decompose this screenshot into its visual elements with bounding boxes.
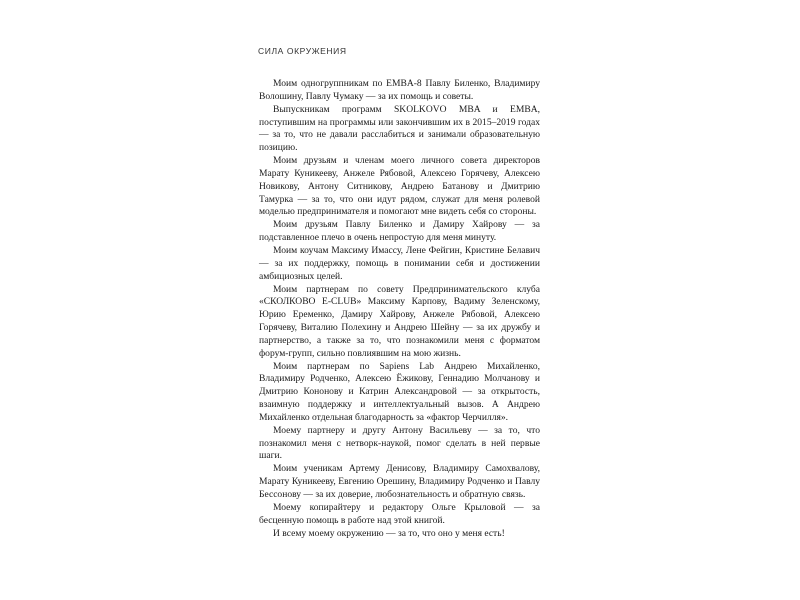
paragraph: Моим партнерам по Sapiens Lab Андрею Михайленко, Владимиру Родченко, Алексею Ёжикову, Геннадию Молчанову и Дмитрию Кононову и Катрин Александровой — за открытость, взаимную поддержку и интеллектуальный вызов. А Андрею Михайленко отдельная благодарность за «фактор Черчилля». [259,360,540,423]
paragraph: Моему копирайтеру и редактору Ольге Крыловой — за бесценную помощь в работе над этой книгой. [259,501,540,526]
paragraph: Моему партнеру и другу Антону Васильеву — за то, что познакомил меня с нетворк-наукой, помог сделать в ней первые шаги. [259,424,540,462]
acknowledgements-text [259,78,540,540]
paragraph: Моим партнерам по совету Предпринимательского клуба «СКОЛКОВО E-CLUB» Максиму Карпову, Вадиму Зеленскому, Юрию Еременко, Дамиру Хайрову, Анжеле Рябовой, Алексею Горячеву, Виталию Полехину и Андрею Шейну — за их дружбу и партнерство, а также за то, что познакомили меня с форматом форум-групп, сильно повлиявшим на мою жизнь. [259,283,540,359]
paragraph: Моим одногруппникам по EMBA-8 Павлу Биленко, Владимиру Волошину, Павлу Чумаку — за их помощь и советы. [259,78,540,102]
paragraph: Моим друзьям Павлу Биленко и Дамиру Хайрову — за подставленное плечо в очень непростую для меня минуту. [259,219,540,244]
paragraph: Моим друзьям и членам моего личного совета директоров Марату Куникееву, Анжеле Рябовой, Алексею Горячеву, Алексею Новикову, Антону Ситникову, Андрею Батанову и Дмитрию Тамурка — за то, что они идут рядом, служат для меня ролевой моделью предпринимателя и помогают мне видеть себя со стороны. [259,155,540,218]
paragraph: Моим ученикам Артему Денисову, Владимиру Самохвалову, Марату Куникееву, Евгению Орешину, Владимиру Родченко и Павлу Бессонову — за их доверие, любознательность и обратную связь. [259,463,540,500]
paragraph: И всему моему окружению — за то, что оно у меня есть! [273,527,505,539]
paragraph: Выпускникам программ SKOLKOVO MBA и EMBA, поступившим на программы или закончившим их в 2015–2019 годах — за то, что не давали расслабиться и занимали образовательную позицию. [259,103,540,154]
paragraph: Моим коучам Максиму Имассу, Лене Фейгин, Кристине Белавич — за их поддержку, помощь в понимании себя и достижении амбициозных целей. [259,244,540,282]
running-title: СИЛА ОКРУЖЕНИЯ [258,46,347,56]
